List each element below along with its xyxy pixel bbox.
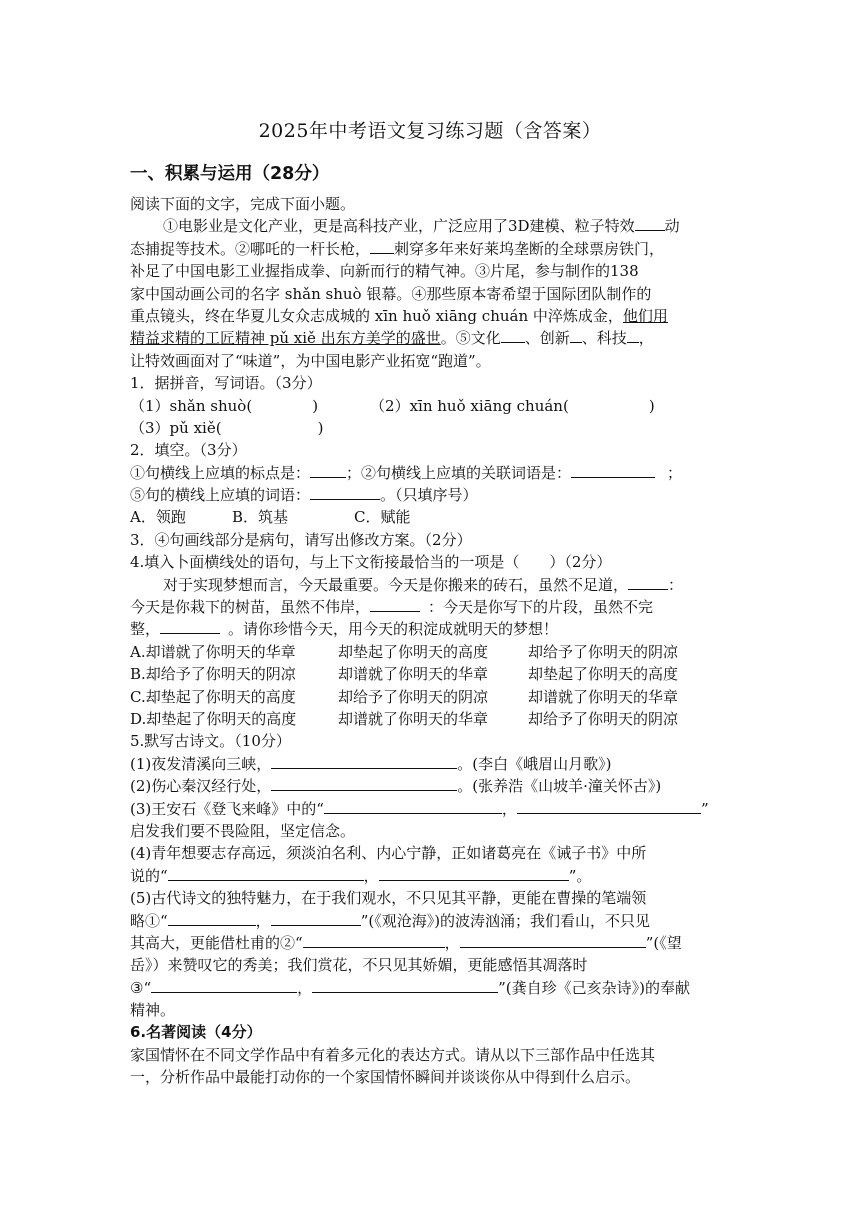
text: ”(龚自珍《己亥杂诗》)的奉献 bbox=[498, 978, 691, 997]
text: ) bbox=[317, 418, 324, 437]
passage-line bbox=[130, 215, 730, 237]
underlined-sentence: 精益求精的工匠精神 pǔ xiě 出东方美学的盛世 bbox=[130, 329, 441, 348]
text: 却给予了你明天的阴凉 bbox=[528, 709, 679, 728]
q5-item bbox=[130, 910, 730, 932]
fill-blank bbox=[370, 239, 394, 254]
text: 刺穿多年来好莱坞垄断的全球票房铁门， bbox=[394, 239, 665, 258]
text: ， bbox=[444, 933, 460, 952]
text: B.却给予了你明天的阴凉 bbox=[130, 665, 296, 684]
text: 、科技 bbox=[581, 329, 627, 348]
underlined-sentence: 他们用 bbox=[622, 306, 668, 325]
passage-line bbox=[130, 305, 730, 327]
text: ”。 bbox=[568, 866, 592, 885]
text: D.却垫起了你明天的高度 bbox=[130, 709, 297, 728]
q2-options bbox=[130, 506, 730, 528]
text: 。（只填序号） bbox=[380, 486, 478, 505]
fill-blank bbox=[501, 328, 525, 343]
text: 。(张养浩《山坡羊·潼关怀古》) bbox=[457, 777, 662, 796]
passage-line: 家中国动画公司的名字 shǎn shuò 银幕。④那些原本寄希望于国际团队制作的 bbox=[130, 284, 652, 303]
q5-item bbox=[130, 753, 730, 775]
fill-blank bbox=[271, 776, 457, 791]
fill-blank bbox=[370, 597, 420, 612]
question-1-stem: 1．据拼音，写词语。（3分） bbox=[130, 374, 322, 393]
q2-line bbox=[130, 462, 730, 484]
text: ” bbox=[700, 799, 709, 818]
q5-item: 精神。 bbox=[130, 1001, 176, 1020]
fill-blank bbox=[571, 463, 655, 478]
q5-item: (5)古代诗文的独特魅力，在于我们观水，不只见其平静，更能在曹操的笔端领 bbox=[130, 889, 647, 908]
q5-item bbox=[130, 775, 730, 797]
q4-option-c bbox=[130, 686, 730, 708]
text: 却谱就了你明天的华章 bbox=[338, 665, 489, 684]
fill-blank bbox=[628, 575, 668, 590]
text: 整， bbox=[130, 620, 161, 639]
text: ①句横线上应填的标点是： bbox=[130, 463, 311, 482]
text: ”(《望 bbox=[645, 933, 682, 952]
text: A.却谱就了你明天的华章 bbox=[130, 642, 296, 661]
text: (3)王安石《登飞来峰》中的“ bbox=[130, 799, 324, 818]
text: 其高大，更能借杜甫的②“ bbox=[130, 933, 303, 952]
text: ；②句横线上应填的关联词语是： bbox=[346, 463, 572, 482]
fill-blank bbox=[303, 933, 445, 948]
q1-item-2: （2）xīn huǒ xiāng chuán( bbox=[370, 396, 569, 415]
q4-passage-line bbox=[130, 618, 730, 640]
option-c: C．赋能 bbox=[354, 508, 411, 527]
q2-line bbox=[130, 484, 730, 506]
text: 。(李白《峨眉山月歌》) bbox=[457, 754, 612, 773]
text: 却谱就了你明天的华章 bbox=[338, 709, 489, 728]
text: 却垫起了你明天的高度 bbox=[338, 642, 489, 661]
document-title: 2025年中考语文复习练习题（含答案） bbox=[258, 120, 602, 142]
document-body bbox=[130, 193, 730, 1089]
q5-item: 岳》）来赞叹它的秀美；我们赏花，不只见其娇媚，更能感悟其凋落时 bbox=[130, 956, 588, 975]
q5-item: (4)青年想要志存高远，须淡泊名利、内心宁静，正如诸葛亮在《诫子书》中所 bbox=[130, 844, 647, 863]
fill-blank bbox=[460, 933, 646, 948]
q4-option-b bbox=[130, 663, 730, 685]
text: ) bbox=[648, 396, 655, 415]
q1-item-3: （3）pǔ xiě( bbox=[130, 418, 222, 437]
passage-line: 让特效画面对了“味道”，为中国电影产业拓宽“跑道”。 bbox=[130, 351, 491, 370]
passage-line bbox=[130, 327, 730, 349]
q1-answers-row bbox=[130, 417, 730, 439]
text: 却给予了你明天的阴凉 bbox=[338, 687, 489, 706]
text: ， bbox=[638, 329, 654, 348]
text: 动 bbox=[664, 217, 680, 236]
text: ③“ bbox=[130, 978, 152, 997]
text: 却垫起了你明天的高度 bbox=[528, 665, 679, 684]
fill-blank bbox=[635, 216, 665, 231]
text: ⑤句的横线上应填的词语： bbox=[130, 486, 311, 505]
q5-item bbox=[130, 932, 730, 954]
text: ， bbox=[501, 799, 517, 818]
text: 却谱就了你明天的华章 bbox=[528, 687, 679, 706]
fill-blank bbox=[168, 866, 364, 881]
passage-line bbox=[130, 238, 730, 260]
text: 重点镜头，终在华夏儿女众志成城的 xīn huǒ xiāng chuán 中淬炼成金， bbox=[130, 306, 623, 325]
q5-item bbox=[130, 865, 730, 887]
text: 对于实现梦想而言，今天最重要。今天是你搬来的砖石，虽然不足道， bbox=[163, 575, 629, 594]
text: ； bbox=[667, 463, 683, 482]
fill-blank bbox=[324, 799, 502, 814]
passage-line: 补足了中国电影工业握指成拳、向新而行的精气神。③片尾，参与制作的138 bbox=[130, 262, 639, 281]
q5-item: 启发我们要不畏险阻，坚定信念。 bbox=[130, 821, 356, 840]
text: (1)夜发清溪向三峡， bbox=[130, 754, 272, 773]
text: C.却垫起了你明天的高度 bbox=[130, 687, 296, 706]
q4-option-d bbox=[130, 708, 730, 730]
fill-blank bbox=[310, 463, 346, 478]
option-a: A．领跑 bbox=[130, 508, 186, 527]
text: ， bbox=[297, 978, 313, 997]
text: 。请你珍惜今天，用今天的积淀成就明天的梦想！ bbox=[228, 620, 559, 639]
text: 、创新 bbox=[524, 329, 570, 348]
question-3-stem: 3．④句画线部分是病句，请写出修改方案。（2分） bbox=[130, 530, 472, 549]
section-heading: 一、积累与运用（28分） bbox=[130, 164, 330, 184]
q4-option-a bbox=[130, 641, 730, 663]
fill-blank bbox=[517, 799, 701, 814]
fill-blank bbox=[271, 754, 457, 769]
q4-passage-line bbox=[130, 574, 730, 596]
q1-item-1: （1）shǎn shuò( bbox=[130, 396, 253, 415]
q5-item bbox=[130, 977, 730, 999]
text: 今天是你栽下的树苗，虽然不伟岸， bbox=[130, 598, 371, 617]
q6-line: 家国情怀在不同文学作品中有着多元化的表达方式。请从以下三部作品中任选其 bbox=[130, 1045, 656, 1064]
text: 却给予了你明天的阴凉 bbox=[528, 642, 679, 661]
text: (2)伤心秦汉经行处， bbox=[130, 777, 272, 796]
fill-blank bbox=[271, 911, 361, 926]
q4-passage-line bbox=[130, 596, 730, 618]
text: 。⑤文化 bbox=[440, 329, 501, 348]
fill-blank bbox=[160, 619, 220, 634]
option-b: B．筑基 bbox=[232, 508, 289, 527]
text: ①电影业是文化产业，更是高科技产业，广泛应用了3D建模、粒子特效 bbox=[163, 217, 635, 236]
q5-item bbox=[130, 798, 730, 820]
text: 略①“ bbox=[130, 911, 168, 930]
text: 态捕捉等技术。②哪吒的一杆长枪， bbox=[130, 239, 371, 258]
text: ： bbox=[668, 575, 684, 594]
text: ， bbox=[363, 866, 379, 885]
question-4-stem: 4.填入卜面横线处的语句，与上下文衔接最恰当的一项是（ ）（2分） bbox=[130, 553, 612, 572]
text: ”(《观沧海》)的波涛汹涌；我们看山，不只见 bbox=[360, 911, 651, 930]
text: ：今天是你写下的片段，虽然不完 bbox=[428, 598, 654, 617]
q1-answers-row bbox=[130, 395, 730, 417]
text: ， bbox=[255, 911, 271, 930]
text: 说的“ bbox=[130, 866, 168, 885]
question-2-stem: 2．填空。（3分） bbox=[130, 441, 247, 460]
question-5-stem: 5.默写古诗文。（10分） bbox=[130, 732, 291, 751]
q6-line: 一，分析作品中最能打动你的一个家国情怀瞬间并谈谈你从中得到什么启示。 bbox=[130, 1068, 641, 1087]
fill-blank bbox=[151, 978, 297, 993]
fill-blank bbox=[627, 328, 639, 343]
fill-blank bbox=[312, 978, 498, 993]
fill-blank bbox=[168, 911, 256, 926]
fill-blank bbox=[379, 866, 569, 881]
text: ) bbox=[312, 396, 319, 415]
question-6-stem: 6.名著阅读（4分） bbox=[130, 1023, 262, 1042]
fill-blank bbox=[310, 485, 380, 500]
intro-line: 阅读下面的文字，完成下面小题。 bbox=[130, 195, 356, 213]
fill-blank bbox=[570, 328, 582, 343]
